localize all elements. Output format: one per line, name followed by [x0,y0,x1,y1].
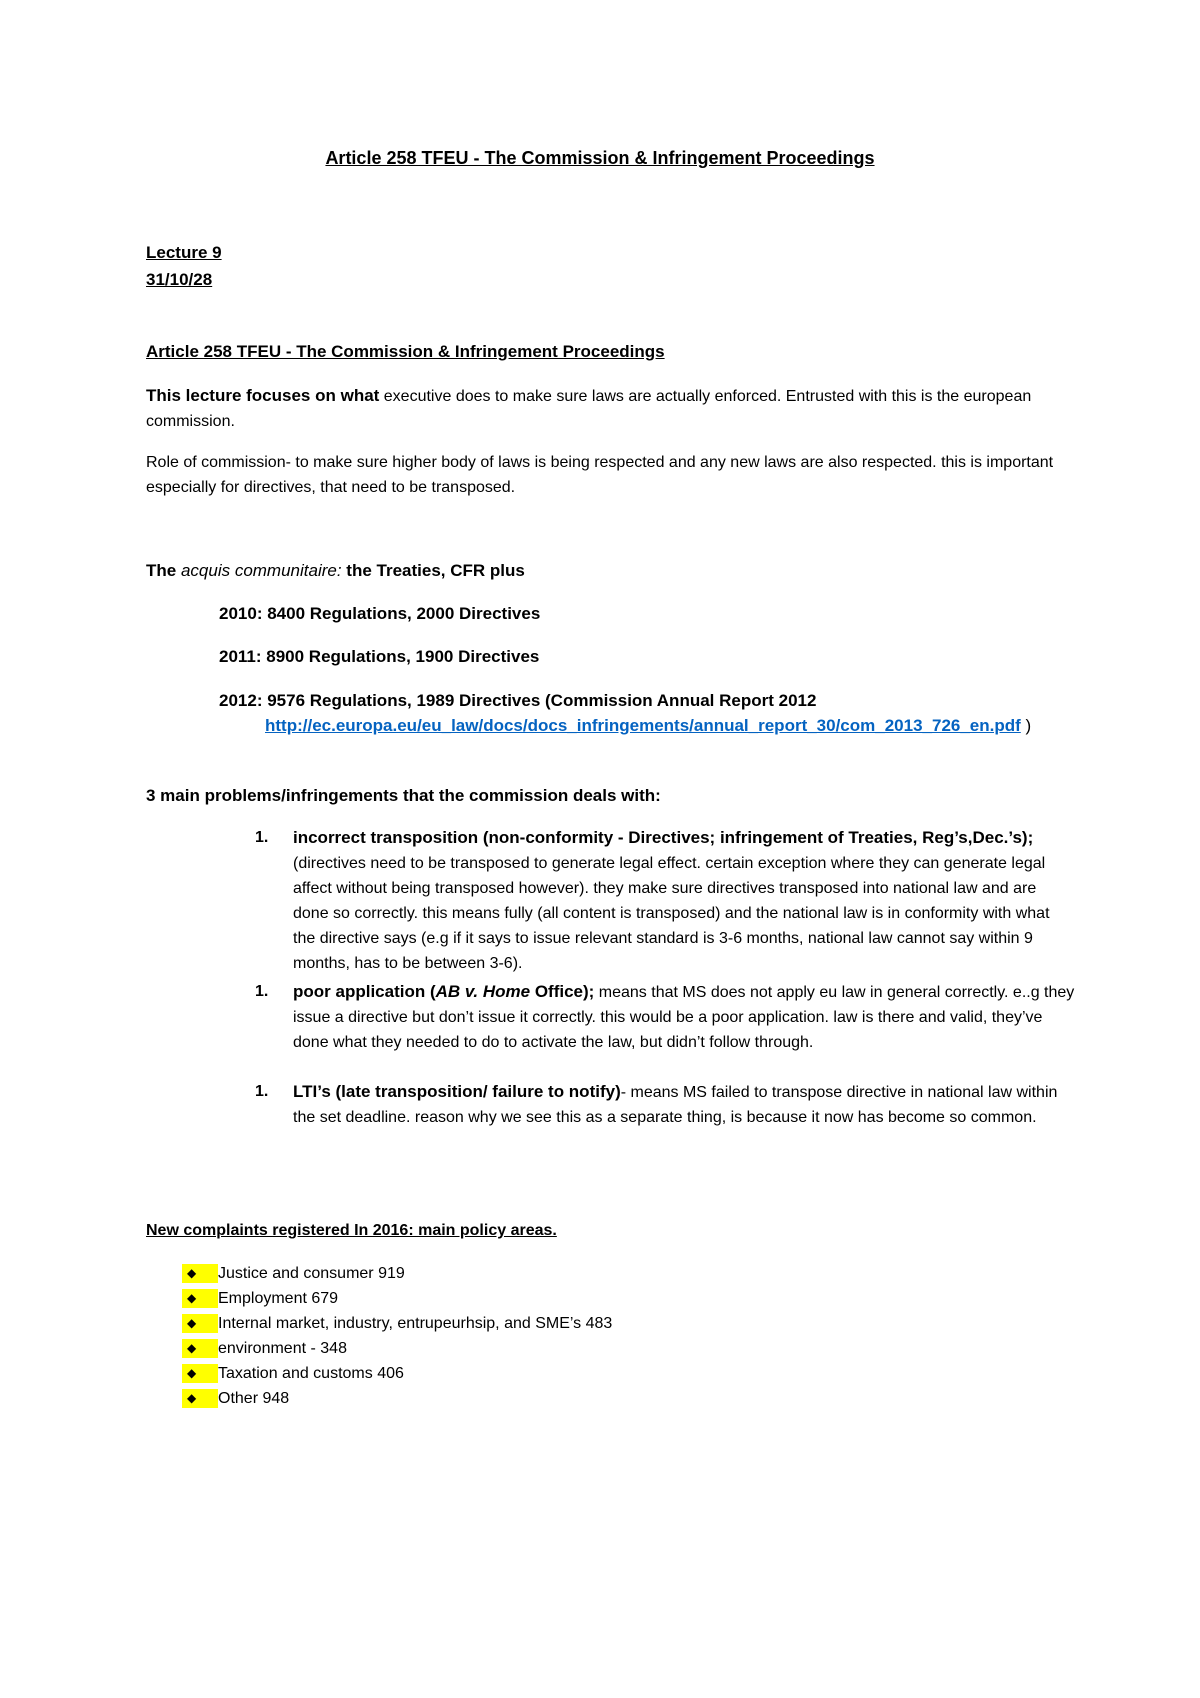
intro-paragraph [146,383,1066,434]
problem-lead-post: Office); [530,982,595,1001]
complaint-text: environment - 348 [218,1340,347,1357]
lecture-date: 31/10/28 [146,270,213,289]
complaint-text: Other 948 [218,1390,290,1407]
problem-body: means that MS does not apply eu law in general correctly. e..g they issue a directive but don’t issue it correctly. this would be a poor application. law is there and valid, they’ve done what they needed to do to activate the law, but didn’t follow through. [293,984,1075,1051]
complaints-heading: New complaints registered In 2016: main policy areas. [146,1222,557,1239]
problem-body: - means MS failed to transpose directive in national law within the set deadline. reason why we see this as a separate thing, is because it now has become so common. [293,1084,1058,1126]
intro-focus-rest: executive does to make sure laws are actually enforced. Entrusted with this is the european commission. [146,388,1032,430]
acquis-year-2012: 2012: 9576 Regulations, 1989 Directives (Commission Annual Report 2012 [219,691,817,710]
bullet-icon: ◆ [187,1366,197,1380]
problem-lead-pre: poor application ( [293,982,436,1001]
role-paragraph: Role of commission- to make sure higher body of laws is being respected and any new laws are also respected. this is important especially for directives, that need to be transposed. [146,454,1054,496]
list-number: 1. [255,1083,269,1100]
acquis-year-2011: 2011: 8900 Regulations, 1900 Directives [219,647,540,666]
report-link-line [265,713,1065,738]
section-heading: Article 258 TFEU - The Commission & Infringement Proceedings [146,342,665,361]
problem-item-poor-application [255,979,1075,1055]
acquis-suffix: the Treaties, CFR plus [341,561,525,580]
acquis-prefix: The [146,561,181,580]
report-link-close: ) [1020,716,1032,735]
acquis-italic: acquis communitaire: [180,561,342,580]
annual-report-link[interactable]: http://ec.europa.eu/eu_law/docs/docs_infringements/annual_report_30/com_2013_726_en.pdf [265,716,1021,735]
list-item [182,1311,612,1336]
list-item [182,1361,612,1386]
page-title: Article 258 TFEU - The Commission & Infringement Proceedings [325,148,875,168]
list-item [182,1286,612,1311]
bullet-icon: ◆ [187,1391,197,1405]
complaints-list [182,1261,612,1411]
complaint-text: Justice and consumer 919 [218,1265,405,1282]
bullet-icon: ◆ [187,1291,197,1305]
list-number: 1. [255,829,269,846]
problem-body: (directives need to be transposed to generate legal effect. certain exception where they can generate legal affect without being transposed however). they make sure directives transposed into national law and are done so correctly. this means fully (all content is transposed) and the national law is in conformity with what the directive says (e.g if it says to issue relevant standard is 3-6 months, national law cannot say within 9 months, has to be between 3-6). [293,855,1050,972]
problem-lead: LTI’s (late transposition/ failure to notify) [293,1082,621,1101]
problem-lead-case: AB v. Home [435,982,531,1001]
problem-item-late-transposition [255,1079,1075,1130]
list-item [182,1261,612,1286]
list-item [182,1336,612,1361]
lecture-number: Lecture 9 [146,243,222,262]
complaint-text: Taxation and customs 406 [218,1365,404,1382]
problem-lead: incorrect transposition (non-conformity - Directives; infringement of Treaties, Reg’s,Dec.’s); [293,828,1034,847]
list-number: 1. [255,983,269,1000]
bullet-icon: ◆ [187,1316,197,1330]
list-item [182,1386,612,1411]
problem-item-incorrect-transposition [255,825,1075,976]
complaint-text: Employment 679 [218,1290,339,1307]
acquis-year-2010: 2010: 8400 Regulations, 2000 Directives [219,604,541,623]
complaint-text: Internal market, industry, entrupeurhsip, and SME’s 483 [218,1315,613,1332]
bullet-icon: ◆ [187,1266,197,1280]
bullet-icon: ◆ [187,1341,197,1355]
problems-heading: 3 main problems/infringements that the commission deals with: [146,786,661,805]
acquis-line [146,558,525,583]
intro-focus-bold: This lecture focuses on what [146,386,380,405]
